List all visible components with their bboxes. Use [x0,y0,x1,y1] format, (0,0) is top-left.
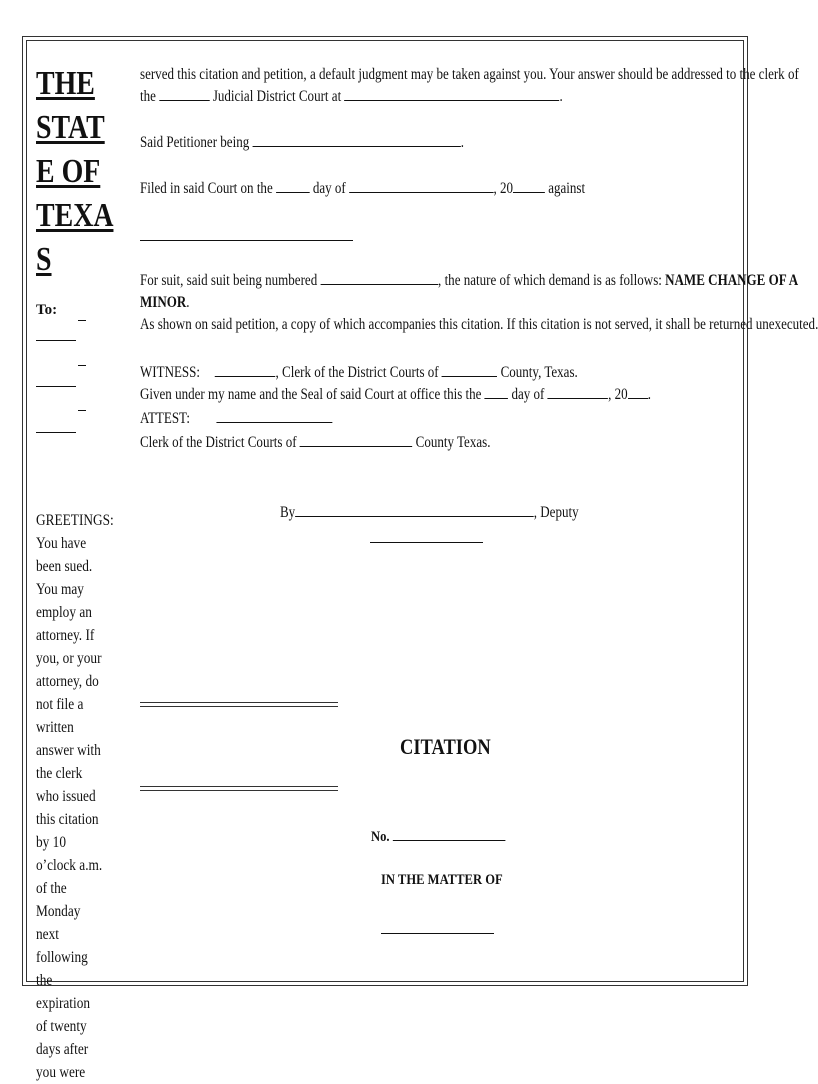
text: served this citation and petition, a default judgment may be taken against you. Your answer should be addressed to the clerk of [140,66,799,83]
text: For suit, said suit being numbered [140,272,318,289]
given-month-blank [548,384,608,399]
demand-text: NAME CHANGE OF A [665,272,799,289]
against-blank [140,240,353,241]
filed-year-blank [513,178,545,193]
suit-line-2 [140,292,190,313]
text: WITNESS: [140,364,201,381]
text: ATTEST: [140,410,190,427]
by-deputy-line [280,502,579,523]
suit-line [140,270,798,291]
to-blank [78,410,86,411]
filed-month-blank [349,178,493,193]
citation-title: CITATION [400,734,491,759]
to-blank [36,432,76,433]
text: As shown on said petition, a copy of which accompanies this citation. If this citation is not served, it shall be returned unexecuted. [140,316,818,333]
double-rule [140,786,338,791]
text: Clerk of the District Courts of [140,434,297,451]
to-blank [36,386,76,387]
court-number-blank [159,86,209,101]
text: the [140,88,156,105]
text: day of [312,180,346,197]
text: Given under my name and the Seal of said Court at office this the [140,386,482,403]
court-location-blank [344,86,559,101]
petitioner-blank [252,132,460,147]
to-blank [78,320,86,321]
text: County Texas. [415,434,491,451]
filed-day-blank [276,178,310,193]
shown-line [140,314,818,335]
body-line-1 [140,64,799,85]
text: County, Texas. [500,364,578,381]
text: , 20 [608,386,628,403]
given-day-blank [485,384,509,399]
text: . [647,386,652,403]
state-of-texas-title [36,62,114,282]
body-line-2 [140,86,563,107]
witness-county-blank [442,362,497,377]
case-number-line [371,826,505,846]
to-blank [78,365,86,366]
text: Filed in said Court on the [140,180,273,197]
text: Said Petitioner being [140,134,250,151]
clerk-line [140,432,490,453]
case-number-blank [393,826,506,841]
text: Judicial District Court at [212,88,342,105]
double-rule [140,702,338,707]
matter-blank [381,933,494,934]
text: . [559,88,563,105]
to-label: To: [36,302,58,318]
petitioner-line [140,132,464,153]
witness-line [140,362,578,383]
text: day of [511,386,545,403]
attest-blank [217,408,333,423]
text: . [460,134,465,151]
filed-line [140,178,585,199]
suit-number-blank [320,270,438,285]
text: , Clerk of the District Courts of [275,364,439,381]
text: . [186,294,190,311]
title-line: S [36,241,52,278]
deputy-signature-blank [295,502,534,517]
text: , 20 [493,180,514,197]
text: , Deputy [533,504,579,521]
no-label: No. [371,829,390,845]
clerk-county-blank [300,432,413,447]
title-line: STAT [36,109,105,146]
attest-line [140,408,333,429]
text: against [548,180,586,197]
demand-text: MINOR [140,294,187,311]
text: By [280,504,296,521]
witness-clerk-blank [215,362,275,377]
given-line [140,384,651,405]
text: , the nature of which demand is as follows: [438,272,662,289]
title-line: E OF [36,153,101,190]
deputy-blank [370,542,483,543]
title-line: TEXA [36,197,114,234]
title-line: THE [36,65,95,102]
greetings-text: GREETINGS: You have been sued. You may employ an attorney. If you, or your attorney, do not file a written answer with the clerk who issued this citation by 10 o’clock a.m. of the Monday next following the expiration of twenty days after you were [36,512,114,1081]
in-the-matter-of: IN THE MATTER OF [381,872,503,888]
to-blank [36,340,76,341]
left-column [36,62,114,282]
given-year-blank [628,384,648,399]
